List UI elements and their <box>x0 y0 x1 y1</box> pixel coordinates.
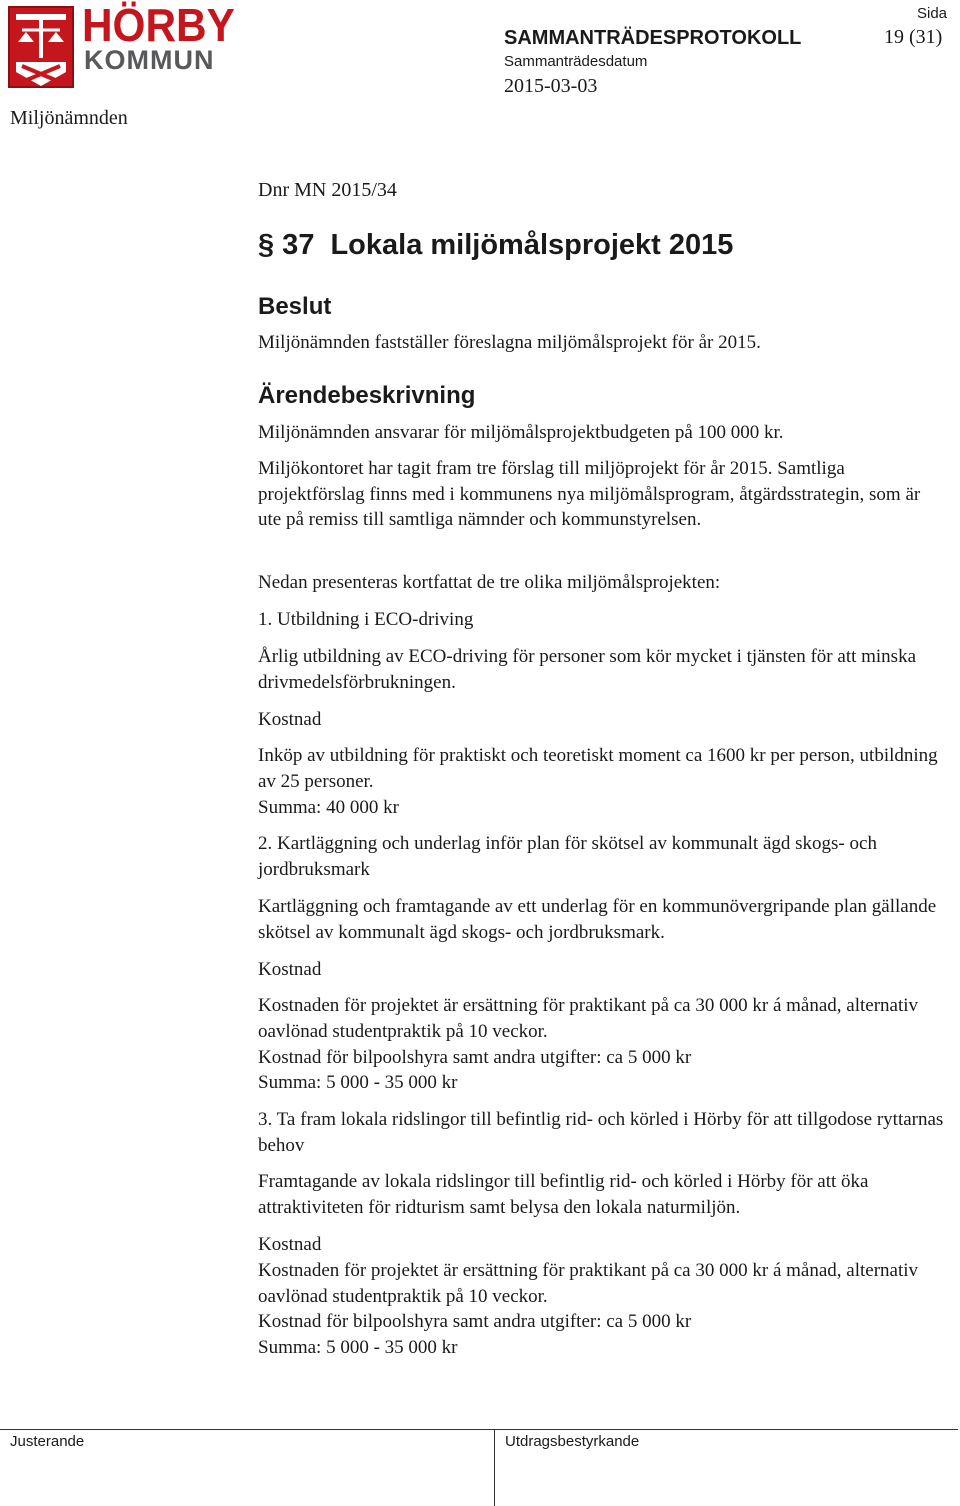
page-label: Sida <box>917 5 948 22</box>
project-title: 3. Ta fram lokala ridslingor till befintlig rid- och körled i Hörby för att tillgodose ryttarnas behov <box>258 1109 944 1156</box>
project-description: Framtagande av lokala ridslingor till befintlig rid- och körled i Hörby för att öka attraktiviteten för ridturism samt belysa den lokala naturmiljön. <box>258 1171 869 1218</box>
meeting-date-value: 2015-03-03 <box>504 75 598 97</box>
cost-detail: Kostnaden för projektet är ersättning för praktikant på ca 30 000 kr á månad, alternativ oavlönad studentpraktik på 10 veckor. <box>258 1260 919 1307</box>
footer-certification-label: Utdragsbestyrkande <box>505 1433 640 1450</box>
cost-sum: Summa: 40 000 kr <box>258 797 399 818</box>
project-description: Årlig utbildning av ECO-driving för personer som kör mycket i tjänsten för att minska drivmedelsförbrukningen. <box>258 646 917 693</box>
municipality-crest-icon <box>8 6 74 90</box>
meeting-date-label: Sammanträdesdatum <box>504 53 648 70</box>
cost-sum: Summa: 5 000 - 35 000 kr <box>258 1072 458 1093</box>
document-title: SAMMANTRÄDESPROTOKOLL <box>504 27 802 49</box>
project-description: Kartläggning och framtagande av ett underlag för en kommunövergripande plan gällande skötsel av kommunalt ägd skogs- och jordbruksmark. <box>258 896 937 943</box>
cost-detail: Kostnad för bilpoolshyra samt andra utgifter: ca 5 000 kr <box>258 1311 692 1332</box>
cost-label: Kostnad <box>258 709 322 730</box>
cost-detail: Inköp av utbildning för praktiskt och teoretiskt moment ca 1600 kr per person, utbildning av 25 personer. <box>258 745 938 792</box>
case-paragraph: Miljönämnden ansvarar för miljömålsprojektbudgeten på 100 000 kr. <box>258 422 784 443</box>
logo-subtitle: KOMMUN <box>84 45 215 75</box>
department-name: Miljönämnden <box>10 107 128 129</box>
cost-detail: Kostnad för bilpoolshyra samt andra utgifter: ca 5 000 kr <box>258 1047 692 1068</box>
paragraph-number: § 37 <box>258 229 315 261</box>
case-description-heading: Ärendebeskrivning <box>258 382 476 409</box>
page-number: 19 (31) <box>884 26 943 48</box>
section-title <box>258 226 733 264</box>
project-title: 2. Kartläggning och underlag inför plan för skötsel av kommunalt ägd skogs- och jordbruksmark <box>258 833 877 880</box>
case-paragraph: Miljökontoret har tagit fram tre förslag till miljöprojekt för år 2015. Samtliga projektförslag finns med i kommunens nya miljömålsprogram, åtgärdsstrategin, som är ute på remiss till samtliga nämnder och kommunstyrelsen. <box>258 458 921 530</box>
logo-wordmark: HÖRBY <box>82 0 235 51</box>
cost-label: Kostnad <box>258 959 322 980</box>
footer-divider-line <box>0 1429 958 1430</box>
section-title-text: Lokala miljömålsprojekt 2015 <box>330 229 734 261</box>
case-number: Dnr MN 2015/34 <box>258 179 397 201</box>
cost-detail: Kostnaden för projektet är ersättning för praktikant på ca 30 000 kr á månad, alternativ oavlönad studentpraktik på 10 veckor. <box>258 995 919 1042</box>
cost-sum: Summa: 5 000 - 35 000 kr <box>258 1337 458 1358</box>
decision-text: Miljönämnden fastställer föreslagna miljömålsprojekt för år 2015. <box>258 332 761 353</box>
footer-adjuster-label: Justerande <box>10 1433 85 1450</box>
decision-heading: Beslut <box>258 293 332 320</box>
project-title: 1. Utbildning i ECO-driving <box>258 609 474 630</box>
cost-label: Kostnad <box>258 1234 322 1255</box>
footer-column-divider <box>494 1429 495 1506</box>
case-paragraph: Nedan presenteras kortfattat de tre olika miljömålsprojekten: <box>258 572 721 593</box>
